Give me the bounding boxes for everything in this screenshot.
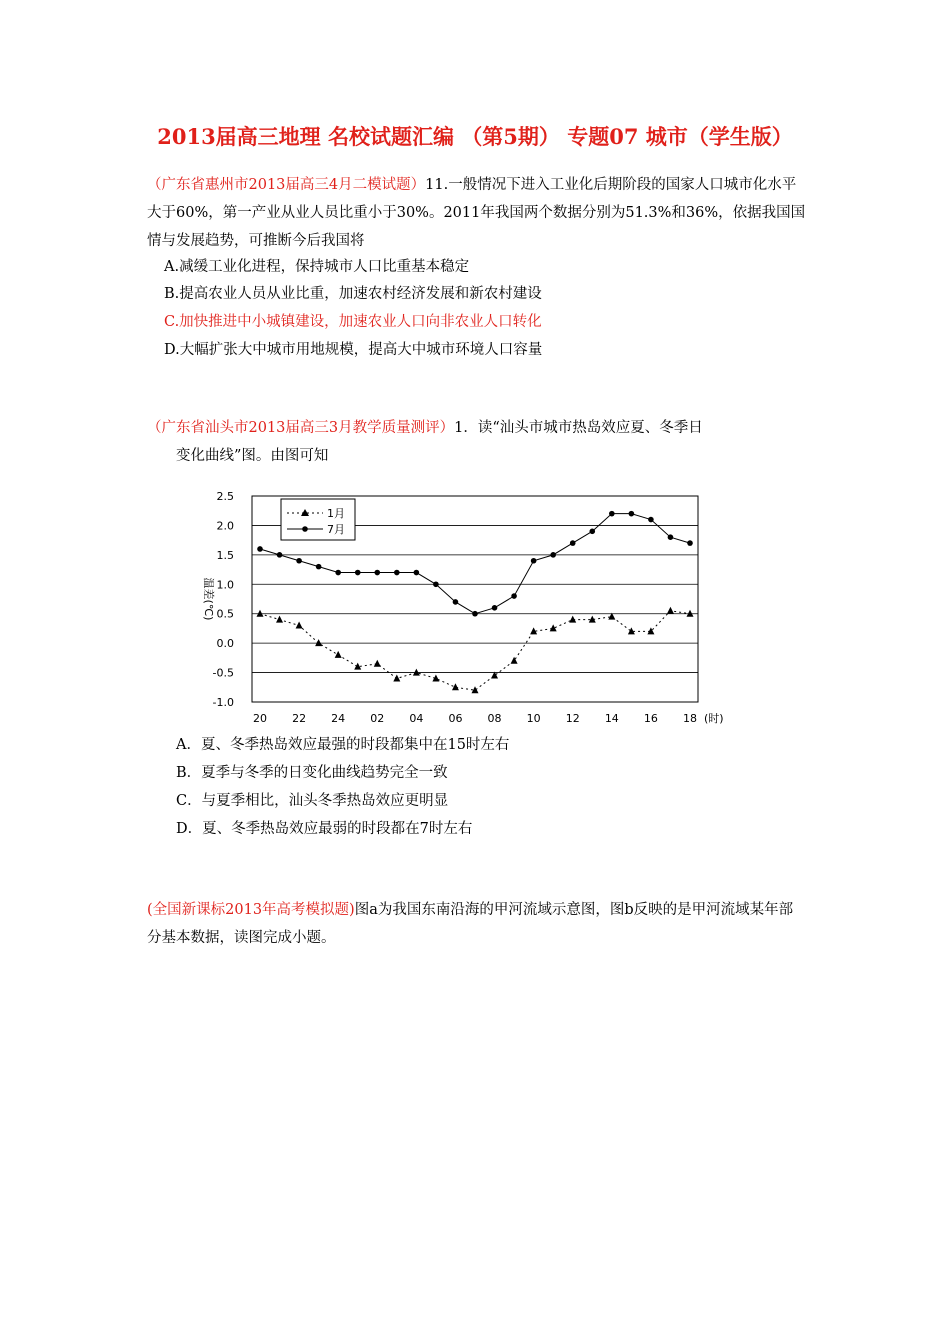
data-point-jul bbox=[335, 570, 341, 576]
question-1-option-d: D.大幅扩张大中城市用地规模，提高大中城市环境人口容量 bbox=[164, 342, 543, 358]
data-point-jul bbox=[511, 593, 517, 599]
x-tick-label: 04 bbox=[409, 712, 424, 725]
y-tick-label: 0.0 bbox=[216, 637, 234, 651]
question-2-option-b: B．夏季与冬季的日变化曲线趋势完全一致 bbox=[176, 765, 448, 781]
x-tick-label: 10 bbox=[526, 712, 541, 725]
data-point-jul bbox=[414, 570, 420, 576]
data-point-jul bbox=[433, 581, 439, 587]
x-tick-label: 02 bbox=[370, 712, 385, 725]
data-point-jul bbox=[472, 611, 478, 617]
data-point-jul bbox=[609, 511, 615, 517]
data-point-jul bbox=[668, 534, 674, 540]
question-1-stem: 11.一般情况下进入工业化后期阶段的国家人口城市化水平大于60%，第一产业从业人员比重小于30%。2011年我国两个数据分别为51.3%和36%，依据我国国情与发展趋势，可推断今后我国将 bbox=[147, 177, 806, 249]
data-point-jul bbox=[629, 511, 635, 517]
x-axis-label: (时) bbox=[704, 712, 724, 725]
heat-island-chart bbox=[195, 484, 735, 729]
question-2-option-c: C．与夏季相比，汕头冬季热岛效应更明显 bbox=[176, 793, 449, 809]
y-tick-label: 2.0 bbox=[216, 519, 234, 533]
data-point-jul bbox=[570, 540, 576, 546]
question-1-option-a: A.减缓工业化进程，保持城市人口比重基本稳定 bbox=[164, 259, 470, 275]
y-tick-label: 1.5 bbox=[216, 548, 234, 562]
question-2-option-a: A．夏、冬季热岛效应最强的时段都集中在15时左右 bbox=[176, 737, 510, 753]
x-tick-label: 20 bbox=[253, 712, 267, 725]
legend-label-jan: 1月 bbox=[327, 507, 345, 520]
x-tick-label: 22 bbox=[292, 712, 307, 725]
question-2-source: （广东省汕头市2013届高三3月教学质量测评） bbox=[147, 420, 455, 436]
x-tick-label: 12 bbox=[565, 712, 580, 725]
y-tick-label: -0.5 bbox=[212, 666, 234, 680]
question-1-option-c: C.加快推进中小城镇建设，加速农业人口向非农业人口转化 bbox=[164, 314, 542, 330]
question-3 bbox=[147, 896, 807, 952]
x-tick-label: 14 bbox=[604, 712, 619, 725]
data-point-jul bbox=[394, 570, 400, 576]
data-point-jul bbox=[296, 558, 302, 564]
question-2-option-d: D．夏、冬季热岛效应最弱的时段都在7时左右 bbox=[176, 821, 473, 837]
x-axis-ticks bbox=[253, 712, 697, 725]
data-point-jul bbox=[589, 529, 595, 535]
data-point-jul bbox=[648, 517, 654, 523]
chart-legend bbox=[281, 499, 355, 540]
question-3-stem: 图a为我国东南沿海的甲河流域示意图，图b反映的是甲河流域某年部分基本数据，读图完成小题。 bbox=[147, 902, 794, 946]
data-point-jul bbox=[550, 552, 556, 558]
page-title: 2013届高三地理 名校试题汇编 （第5期） 专题07 城市（学生版） bbox=[157, 124, 793, 149]
data-point-jul bbox=[316, 564, 322, 570]
question-1-source: （广东省惠州市2013届高三4月二模试题） bbox=[147, 177, 426, 193]
data-point-jul bbox=[277, 552, 283, 558]
question-2-stem-2: 变化曲线”图。由图可知 bbox=[176, 448, 329, 464]
question-1 bbox=[147, 171, 807, 255]
data-point-jul bbox=[492, 605, 498, 611]
data-point-jul bbox=[374, 570, 380, 576]
question-3-source: (全国新课标2013年高考模拟题) bbox=[147, 902, 355, 918]
x-tick-label: 16 bbox=[643, 712, 658, 725]
legend-marker-jul bbox=[302, 526, 308, 532]
x-tick-label: 06 bbox=[448, 712, 463, 725]
data-point-jul bbox=[531, 558, 537, 564]
y-tick-label: 2.5 bbox=[216, 490, 234, 503]
x-tick-label: 24 bbox=[331, 712, 346, 725]
question-1-option-b: B.提高农业人员从业比重，加速农村经济发展和新农村建设 bbox=[164, 286, 542, 302]
data-point-jul bbox=[687, 540, 693, 546]
data-point-jul bbox=[453, 599, 459, 605]
y-tick-label: 0.5 bbox=[216, 607, 234, 621]
data-point-jul bbox=[355, 570, 361, 576]
question-2-line-1 bbox=[147, 418, 703, 438]
y-tick-label: -1.0 bbox=[212, 696, 234, 709]
x-tick-label: 08 bbox=[487, 712, 502, 725]
legend-label-jul: 7月 bbox=[327, 523, 345, 536]
y-axis-label: 温差(℃) bbox=[202, 577, 215, 621]
question-2-stem-1: 1．读“汕头市城市热岛效应夏、冬季日 bbox=[454, 420, 703, 436]
x-tick-label: 18 bbox=[683, 712, 697, 725]
y-tick-label: 1.0 bbox=[216, 578, 234, 592]
data-point-jul bbox=[257, 546, 263, 552]
